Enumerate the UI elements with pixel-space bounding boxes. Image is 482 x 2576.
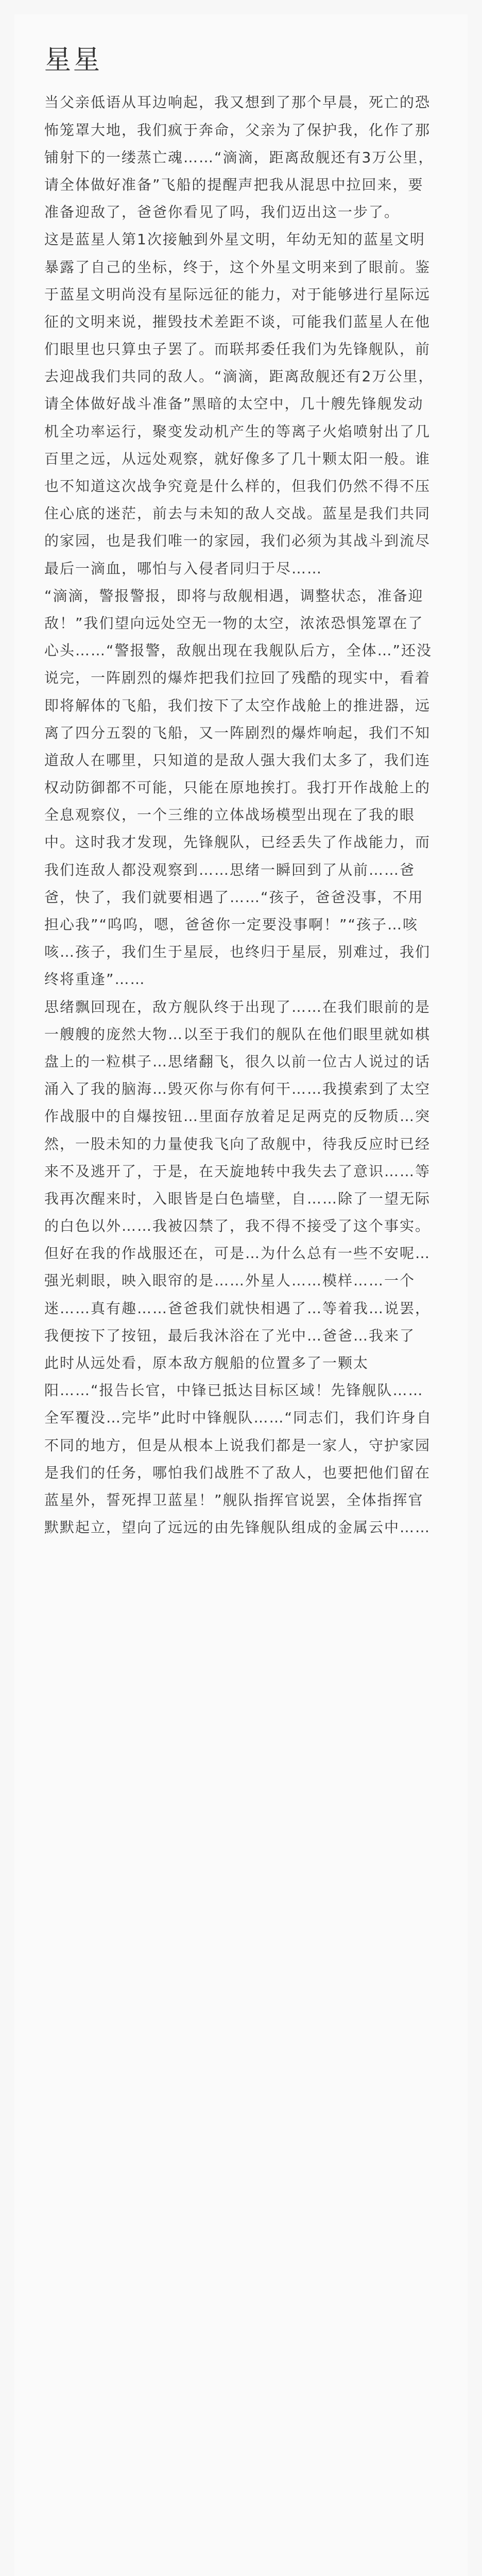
paragraph: 此时从远处看，原本敌方舰船的位置多了一颗太阳……“报告长官，中锋已抵达目标区域！先锋舰队……全军覆没…完毕”此时中锋舰队……“同志们，我们许身自不同的地方，但是从根本上说我们都是一家人，守护家园是我们的任务，哪怕我们战胜不了敌人，也要把他们留在蓝星外，誓死捍卫蓝星！”舰队指挥官说罢，全体指挥官默默起立，望向了远远的由先锋舰队组成的金属云中…… (44, 1354, 433, 1536)
paragraph: “滴滴，警报警报，即将与敌舰相遇，调整状态，准备迎敌！”我们望向远处空无一物的太空，浓浓恐惧笼罩在了心头……“警报警，敌舰出现在我舰队后方，全体…”还没说完，一阵剧烈的爆炸把我们拉回了残酷的现实中，看着即将解体的飞船，我们按下了太空作战舱上的推进器，远离了四分五裂的飞船，又一阵剧烈的爆炸响起，我们不知道敌人在哪里，只知道的是敌人强大我们太多了，我们连权动防御都不可能，只能在原地挨打。我打开作战舱上的全息观察仪，一个三维的立体战场模型出现在了我的眼中。这时我才发现，先锋舰队，已经丢失了作战能力，而我们连敌人都没观察到……思绪一瞬回到了从前……爸爸，快了，我们就要相遇了……“孩子，爸爸没事，不用担心我”“呜呜，嗯，爸爸你一定要没事啊！”“孩子…咳咳…孩子，我们生于星辰，也终归于星辰，别难过，我们终将重逢”…… (44, 587, 433, 988)
paragraph: 思绪飘回现在，敌方舰队终于出现了……在我们眼前的是一艘艘的庞然大物…以至于我们的舰队在他们眼里就如棋盘上的一粒棋子…思绪翻飞，很久以前一位古人说过的话涌入了我的脑海…毁灭你与你有何干……我摸索到了太空作战服中的自爆按钮…里面存放着足足两克的反物质…突然，一股未知的力量使我飞向了敌舰中，待我反应时已经来不及逃开了，于是，在天旋地转中我失去了意识……等我再次醒来时，入眼皆是白色墙壁，自……除了一望无际的白色以外……我被囚禁了，我不得不接受了这个事实。但好在我的作战服还在，可是…为什么总有一些不安呢…强光刺眼，映入眼帘的是……外星人……模样……一个迷……真有趣……爸爸我们就快相遇了…等着我…说罢，我便按下了按钮，最后我沐浴在了光中…爸爸…我来了 (44, 998, 431, 1344)
paragraph: 这是蓝星人第1次接触到外星文明，年幼无知的蓝星文明暴露了自己的坐标，终于，这个外星文明来到了眼前。鉴于蓝星文明尚没有星际远征的能力，对于能够进行星际远征的文明来说，摧毁技术差距不谈，可能我们蓝星人在他们眼里也只算虫子罢了。而联邦委任我们为先锋舰队，前去迎战我们共同的敌人。“滴滴，距离敌舰还有2万公里，请全体做好战斗准备”黑暗的太空中，几十艘先锋舰发动机全功率运行，聚变发动机产生的等离子火焰喷射出了几百里之远，从远处观察，就好像多了几十颗太阳一般。谁也不知道这次战争究竟是什么样的，但我们仍然不得不压住心底的迷茫，前去与未知的敌人交战。蓝星是我们共同的家园，也是我们唯一的家园，我们必须为其战斗到流尽最后一滴血，哪怕与入侵者同归于尽…… (44, 231, 434, 577)
article-body (44, 89, 438, 1541)
article-title: 星星 (44, 45, 102, 76)
paragraph: 当父亲低语从耳边响起，我又想到了那个早晨，死亡的恐怖笼罩大地，我们疯于奔命，父亲为了保护我，化作了那铺射下的一缕蒸亡魂……“滴滴，距离敌舰还有3万公里，请全体做好准备”飞船的提醒声把我从混思中拉回来，要准备迎敌了，爸爸你看见了吗，我们迈出这一步了。 (44, 94, 434, 221)
article-paper (14, 14, 468, 2576)
